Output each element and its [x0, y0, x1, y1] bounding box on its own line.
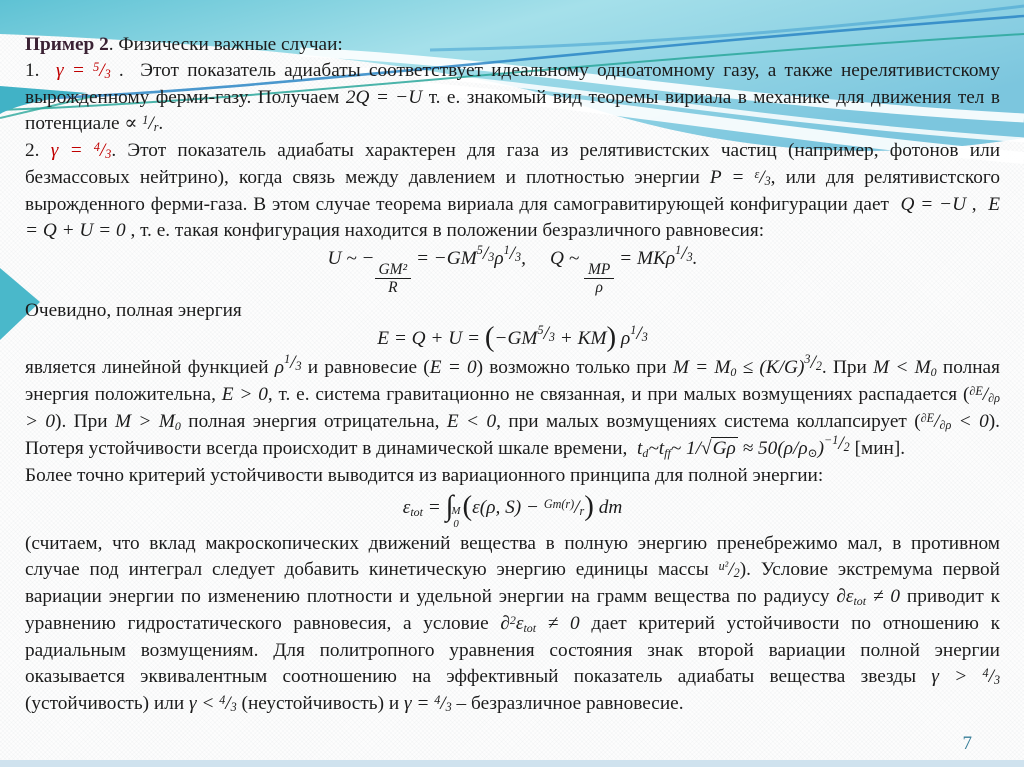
inline-fraction: $^4$/3: [982, 665, 1001, 688]
equation-virial: [25, 242, 1000, 296]
text-run: и равновесие (: [301, 357, 430, 379]
fraction-numerator: 3: [804, 352, 811, 367]
inline-fraction: $^{\partial E}$/∂ρ: [920, 411, 952, 433]
fraction-numerator: ε: [754, 166, 760, 181]
text-run: M < M: [873, 357, 931, 379]
text-run: , т. е. такая конфигурация находится в положении безразличного равновесия:: [125, 220, 765, 241]
fraction-denominator: 3: [230, 700, 237, 715]
fraction-denominator: r: [579, 504, 585, 519]
inline-fraction: $^\varepsilon$/3: [754, 166, 771, 189]
text-run: Более точно критерий устойчивости выводится из вариационного принципа для полной энергии:: [25, 465, 824, 487]
integral-lower-limit: 0: [453, 517, 459, 530]
integral-sign: ∫: [445, 489, 454, 522]
fraction-denominator: 2: [815, 359, 822, 374]
text-run: + KM: [554, 328, 607, 350]
text-run: ⊙: [807, 445, 818, 460]
big-paren: (: [462, 490, 473, 523]
text-run: полная энергия положительна,: [25, 357, 1005, 406]
text-run: M > M: [114, 411, 175, 433]
text-run: ρ: [494, 248, 504, 269]
fraction-denominator: 3: [764, 174, 771, 189]
text-run: E = 0: [429, 357, 477, 379]
text-run: tot: [523, 620, 537, 635]
fraction-numerator: u²: [718, 558, 729, 573]
big-paren: ): [584, 490, 594, 523]
fraction-denominator: ∂ρ: [939, 418, 952, 433]
page-number: 7: [962, 733, 972, 754]
text-run: 2: [509, 612, 516, 627]
text-run: .: [692, 248, 698, 269]
inline-fraction: $^5$/3: [93, 59, 111, 82]
fraction-numerator: ∂E: [920, 411, 935, 426]
text-run: ~t: [648, 438, 665, 460]
fraction-numerator: 5: [537, 323, 544, 338]
fraction-numerator: MP: [584, 261, 614, 279]
fraction-numerator: 5: [93, 59, 100, 74]
fraction-denominator: 3: [104, 67, 111, 82]
fraction-numerator: 4: [219, 692, 226, 707]
text-run: < 0: [951, 411, 989, 433]
fraction-numerator: 1: [284, 352, 291, 367]
text-run: ~ 1/: [670, 438, 702, 460]
text-run: γ =: [403, 692, 435, 714]
fraction-denominator: 3: [295, 359, 302, 374]
inline-fraction: $^1$/r: [142, 112, 159, 135]
inline-fraction: $^{\partial E}$/∂ρ: [969, 384, 1000, 406]
text-run: ≠ 0: [866, 585, 901, 607]
inline-fraction: $^1$/3: [284, 352, 302, 374]
fraction-numerator: 1: [503, 242, 510, 257]
stacked-fraction: [584, 261, 614, 297]
text-run: , или для релятивистского вырожденного ферми-газа. В этом случае теорема вириала для самогравитирующей конфигурации дает: [25, 167, 1005, 215]
inline-fraction: $^1$/3: [503, 242, 522, 265]
equation-total-energy: [25, 321, 1000, 354]
fraction-numerator: GM²: [375, 261, 412, 279]
text-run: полная энергия отрицательна,: [180, 411, 447, 433]
text-run: является линейной функцией: [25, 357, 275, 379]
text-run: . Этот показатель адиабаты соответствует идеальному одноатомному газу, а также нерелятивистскому вырожденному ферми-газу. Получаем: [25, 60, 1005, 108]
integral-upper-limit: M: [451, 505, 461, 518]
fraction-numerator: 1: [142, 112, 149, 127]
text-run: т. е. знакомый вид теоремы вириала в механике для движения тел в потенциале: [25, 87, 1005, 134]
title-line: [25, 32, 1000, 58]
text-run: 0: [730, 364, 737, 379]
fraction-denominator: 3: [515, 250, 522, 265]
text-run: U ~ −: [327, 248, 375, 269]
inline-fraction: $^{-1}$/2: [824, 433, 850, 455]
fraction-numerator: 1: [630, 323, 637, 338]
fraction-denominator: 2: [733, 566, 740, 581]
slide-text: [25, 32, 1005, 718]
text-run: d: [642, 445, 649, 460]
bottom-strip: [0, 760, 1024, 767]
text-run: – безразличное равновесие.: [451, 692, 684, 714]
text-run: ): [817, 438, 825, 460]
fraction-numerator: 4: [434, 692, 441, 707]
text-run: дает критерий устойчивости по отношению к радиальным возмущениям. Для политропного уравнения состояния знак второй вариации полной энергии оказывается эквивалентным соотношению на эффективный показатель адиабаты вещества звезды: [25, 612, 1005, 687]
inline-fraction: $^3$/2: [804, 352, 822, 374]
fraction-denominator: R: [388, 278, 398, 296]
text-run: ε: [515, 612, 524, 634]
text-run: ∝: [124, 113, 143, 134]
fraction-numerator: −1: [824, 433, 839, 448]
radicand: Gρ: [712, 438, 736, 460]
text-run: γ <: [188, 692, 220, 714]
text-run: ff: [664, 445, 671, 460]
text-run: ∂: [500, 612, 510, 634]
para-final: [25, 531, 1005, 718]
para-total-energy: [25, 298, 1000, 324]
text-run: ,: [966, 194, 989, 215]
text-run: P =: [709, 167, 755, 188]
inline-fraction: $^{Gm(r)}$/r: [543, 497, 585, 519]
radical-sign: √: [701, 438, 712, 460]
text-run: 2.: [25, 140, 51, 161]
fraction-denominator: 3: [993, 673, 1001, 688]
text-run: t: [636, 438, 643, 460]
fraction-numerator: 4: [982, 665, 989, 680]
text-run: ). Потеря устойчивости всегда происходит в динамической шкале времени,: [25, 411, 1005, 460]
text-run: . Физически важные случаи:: [108, 34, 343, 55]
text-run: 1.: [25, 60, 56, 81]
text-run: ≈ 50(ρ/ρ: [737, 438, 808, 460]
text-run: E > 0: [221, 384, 268, 406]
text-run: приводит к уравнению гидростатического равновесия, а условие: [25, 585, 1005, 634]
text-run: Пример 2: [25, 34, 109, 55]
fraction-denominator: ∂ρ: [988, 391, 1000, 406]
fraction-denominator: r: [153, 120, 159, 135]
text-run: [мин].: [849, 438, 906, 460]
para-stability: [25, 352, 1005, 463]
inline-fraction: $^5$/3: [537, 323, 555, 345]
inline-fraction: $^{u^2}$/2: [718, 558, 740, 581]
inline-fraction: $^1$/3: [675, 242, 693, 265]
inline-fraction: $^4$/3: [93, 139, 112, 162]
text-run: ). Условие экстремума первой вариации энергии по изменению плотности и удельной энергии на грамм вещества по радиусу: [25, 558, 1005, 607]
text-run: E = Q + U = 0: [25, 194, 1005, 241]
big-paren: ): [606, 321, 617, 354]
equation-variational: [25, 491, 1000, 529]
inline-fraction: $^4$/3: [219, 692, 237, 715]
text-run: ∂ε: [836, 585, 854, 607]
stacked-fraction: [375, 261, 412, 297]
big-paren: (: [484, 321, 495, 354]
text-run: ε: [402, 497, 411, 519]
inline-fraction: $^5$/3: [476, 242, 495, 265]
text-run: = −GM: [411, 248, 477, 269]
text-run: , Q ~: [521, 248, 585, 269]
fraction-denominator: 3: [641, 330, 648, 345]
fraction-numerator: 5: [476, 242, 483, 257]
text-run: . Этот показатель адиабаты характерен для газа из релятивистских частиц (например, фотонов или безмассовых нейтрино), когда связь между давлением и плотностью энергии: [25, 140, 1005, 188]
text-run: ε(ρ, S) −: [472, 497, 544, 519]
para-criterion: [25, 463, 1000, 489]
fraction-numerator: ∂E: [969, 384, 983, 399]
text-run: 0: [930, 364, 937, 379]
square-root: [701, 438, 738, 459]
integral: [445, 489, 463, 530]
text-run: .: [158, 113, 164, 134]
text-run: dm: [593, 497, 623, 519]
text-run: . При: [821, 357, 874, 379]
fraction-denominator: 3: [445, 700, 452, 715]
text-run: ρ: [274, 357, 285, 379]
text-run: tot: [410, 504, 423, 519]
text-run: Q = −U: [900, 194, 967, 215]
fraction-numerator: 4: [93, 139, 100, 154]
text-run: (устойчивость) или: [25, 665, 1005, 714]
text-run: = MKρ: [614, 248, 676, 269]
item-1: [25, 58, 1005, 138]
fraction-numerator: 1: [675, 242, 682, 257]
fraction-denominator: 2: [843, 440, 850, 455]
text-run: γ >: [931, 665, 983, 687]
inline-fraction: $^4$/3: [434, 692, 452, 715]
fraction-numerator: Gm(r): [543, 497, 575, 512]
text-run: , т. е. система гравитационно не связанная, и при малых возмущениях распадается (: [267, 384, 970, 406]
text-run: ) возможно только при: [476, 357, 673, 379]
fraction-denominator: 3: [548, 330, 555, 345]
text-run: E < 0: [446, 411, 497, 433]
text-run: =: [422, 497, 446, 519]
fraction-denominator: 3: [488, 250, 495, 265]
fraction-denominator: 3: [686, 250, 693, 265]
text-run: M = M: [672, 357, 731, 379]
text-run: 2Q = −U: [345, 87, 423, 108]
text-run: 0: [174, 418, 181, 433]
item-2: [25, 138, 1005, 244]
text-run: (считаем, что вклад макроскопических движений вещества в полную энергию пренебрежимо мал, в противном случае под интеграл следует добавить кинетическую энергию единицы массы: [25, 532, 1005, 580]
fraction-denominator: ρ: [595, 278, 603, 296]
text-run: ρ: [616, 328, 631, 350]
text-run: γ =: [50, 140, 94, 161]
text-run: ≠ 0: [536, 612, 580, 634]
integral-limits: [452, 505, 461, 530]
text-run: γ =: [56, 60, 94, 81]
text-run: , при малых возмущениях система коллапсирует (: [496, 411, 921, 433]
fraction-denominator: 3: [105, 147, 112, 162]
text-run: ≤ (K/G): [736, 357, 805, 379]
text-run: −GM: [494, 328, 538, 350]
text-run: (неустойчивость) и: [236, 692, 404, 714]
text-run: E = Q + U =: [377, 328, 485, 350]
text-run: ). При: [55, 411, 115, 433]
text-run: tot: [853, 593, 867, 608]
inline-fraction: $^1$/3: [630, 323, 648, 345]
text-run: Очевидно, полная энергия: [25, 300, 242, 322]
text-run: > 0: [25, 384, 1005, 433]
